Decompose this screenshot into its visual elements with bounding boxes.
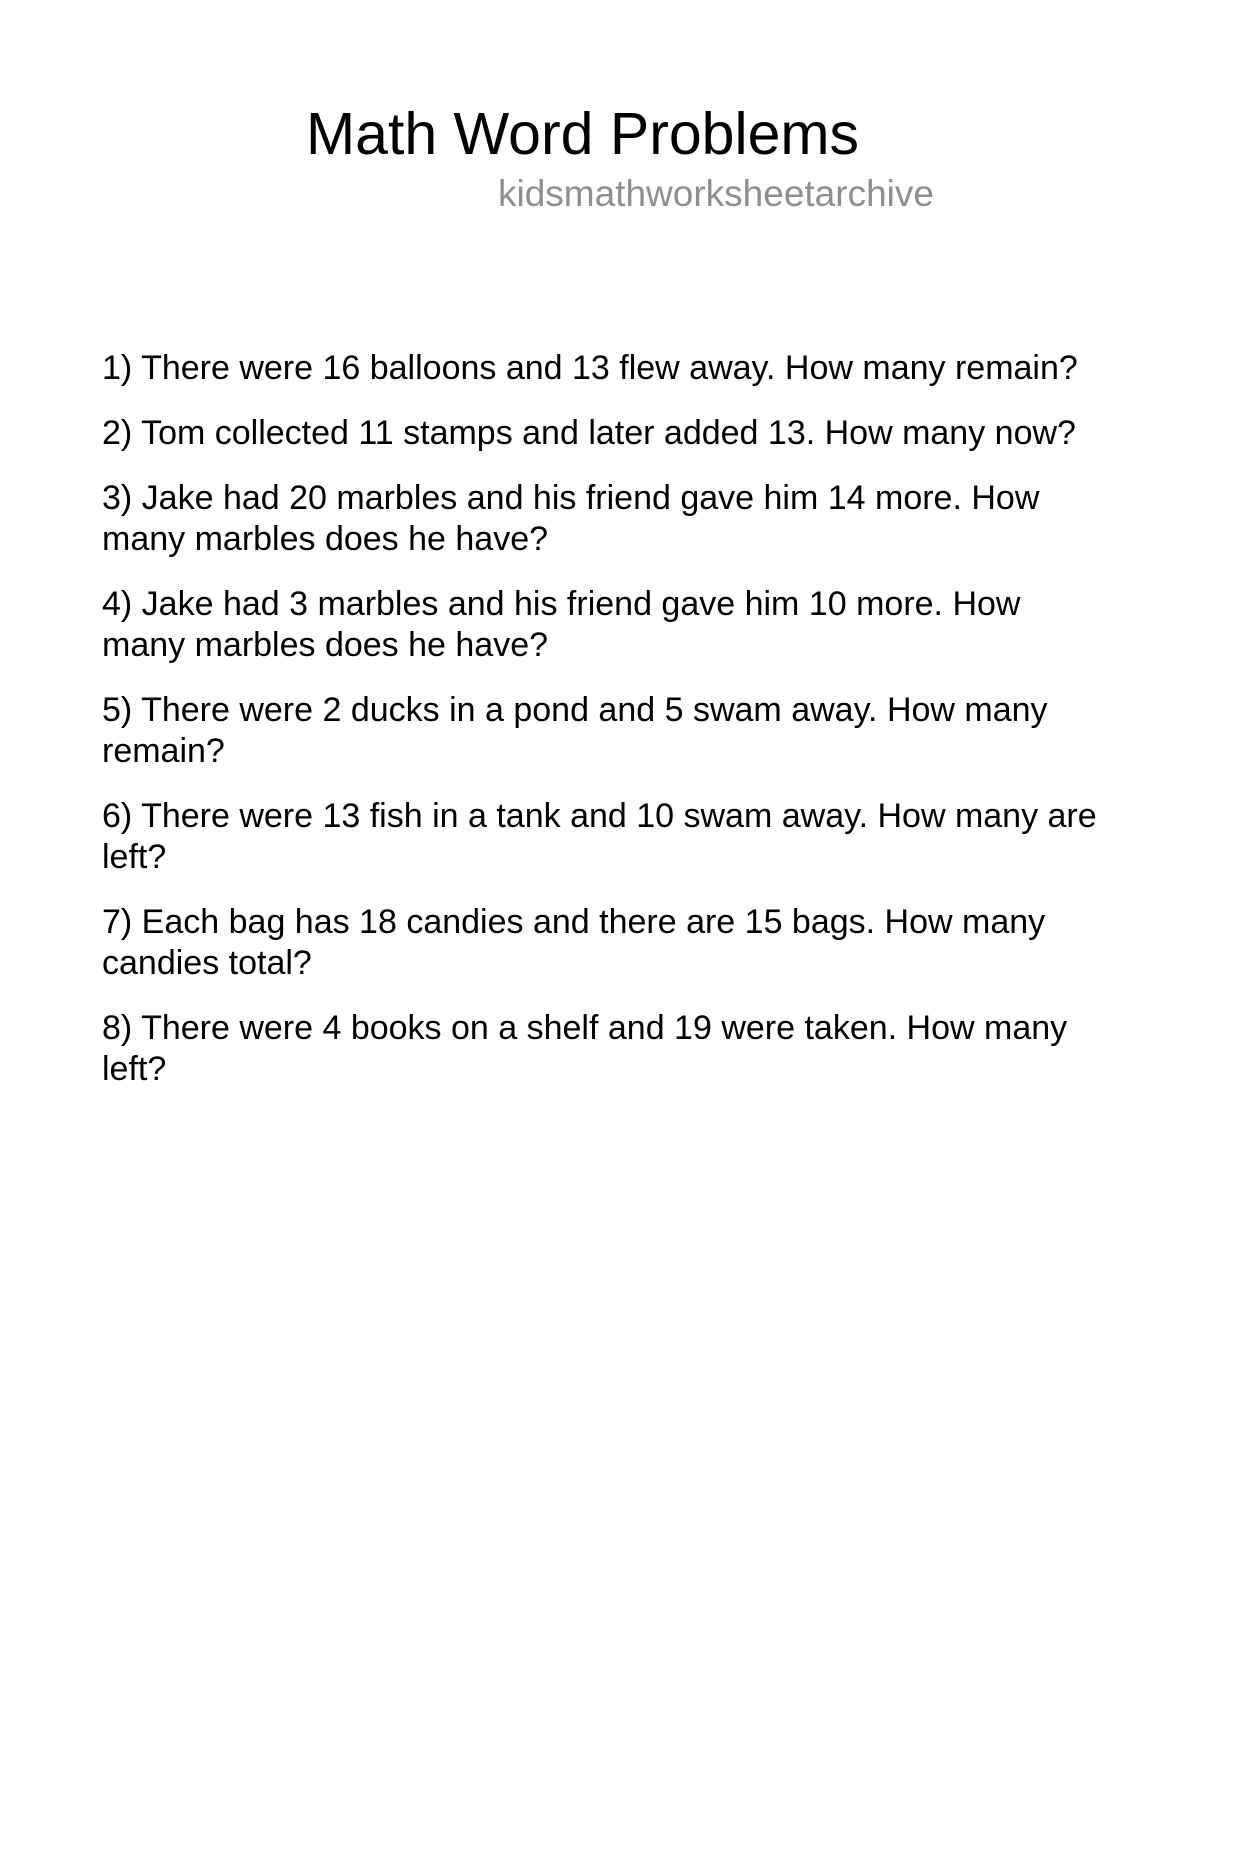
problem-7: 7) Each bag has 18 candies and there are 15 bags. How many candies total?	[102, 903, 1046, 983]
worksheet-page	[0, 99, 1240, 1853]
problem-8: 8) There were 4 books on a shelf and 19 were taken. How many left?	[102, 1009, 1068, 1089]
page-title: Math Word Problems	[306, 101, 860, 167]
problem-4: 4) Jake had 3 marbles and his friend gave him 10 more. How many marbles does he have?	[102, 585, 1021, 665]
problem-2: 2) Tom collected 11 stamps and later added 13. How many now?	[102, 414, 1076, 453]
problems-list	[102, 348, 1106, 1090]
problem-1: 1) There were 16 balloons and 13 flew away. How many remain?	[102, 349, 1078, 388]
site-watermark: kidsmathworksheetarchive	[498, 172, 934, 214]
problem-6: 6) There were 13 fish in a tank and 10 swam away. How many are left?	[102, 797, 1097, 877]
problem-3: 3) Jake had 20 marbles and his friend gave him 14 more. How many marbles does he have?	[102, 479, 1040, 559]
problem-5: 5) There were 2 ducks in a pond and 5 swam away. How many remain?	[102, 691, 1048, 771]
